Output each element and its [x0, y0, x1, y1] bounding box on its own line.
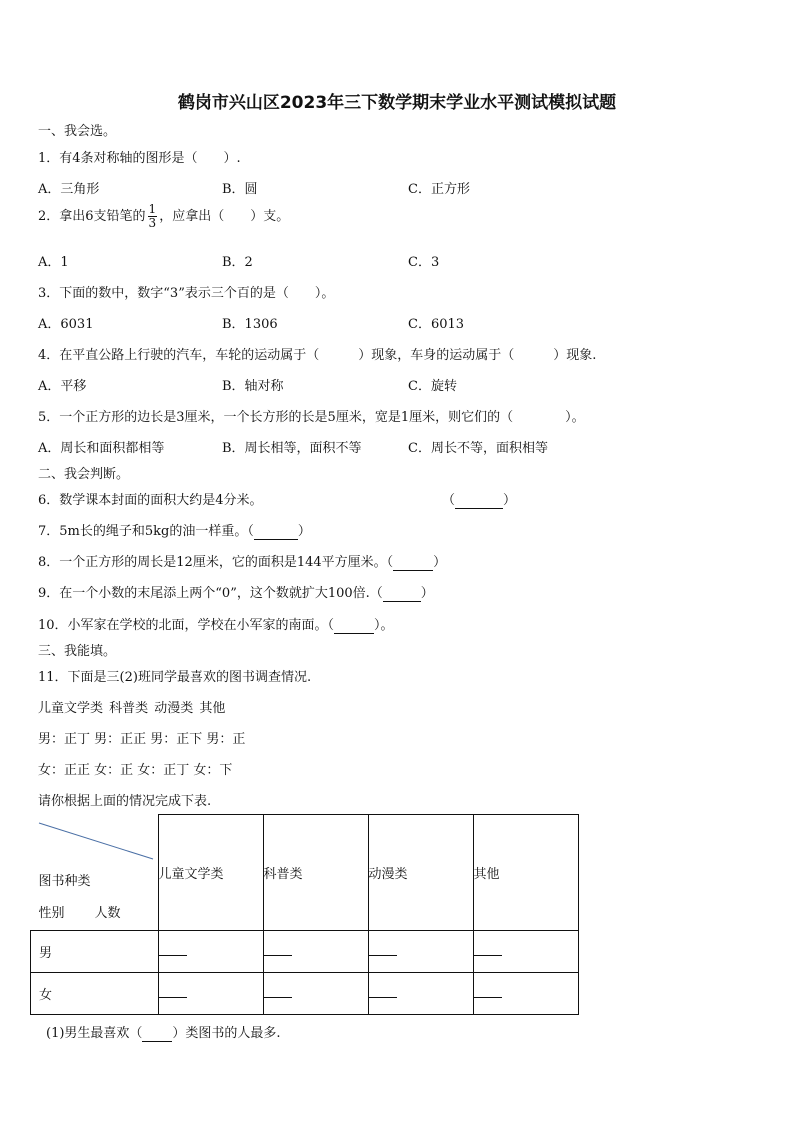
question-2: [38, 203, 289, 230]
table-row: [31, 931, 579, 973]
answer-line: [369, 997, 397, 998]
girls-tally-line: 女：正正 女：正 女：正丁 女：下: [38, 763, 233, 778]
answer-cell[interactable]: [158, 973, 263, 1015]
q4-option-a: A．平移: [38, 379, 87, 394]
corner-cell: [31, 815, 159, 931]
question-11: 11．下面是三(2)班同学最喜欢的图书调查情况.: [38, 670, 312, 685]
answer-line: [159, 955, 187, 956]
q10-text-post: ）。: [374, 618, 394, 633]
q9-text-post: ）: [420, 586, 434, 601]
q8-answer-blank[interactable]: [393, 555, 433, 571]
header-comics: 动漫类: [368, 815, 473, 931]
q2-option-c: C．3: [408, 255, 440, 270]
question-7: [38, 520, 311, 540]
answer-line: [474, 997, 502, 998]
q4-option-b: B．轴对称: [222, 379, 284, 394]
answer-line: [264, 955, 292, 956]
answer-line: [455, 493, 503, 509]
question-8: [38, 551, 446, 571]
answer-line: [264, 997, 292, 998]
paren-right: ）: [503, 493, 517, 508]
answer-line: [474, 955, 502, 956]
q7-answer-blank[interactable]: [254, 524, 298, 540]
q10-answer-blank[interactable]: [334, 618, 374, 634]
question-11-sub-1: [46, 1022, 281, 1042]
section-2-heading: 二、我会判断。: [38, 467, 130, 482]
corner-label-category: 图书种类: [38, 873, 91, 889]
answer-cell[interactable]: [368, 973, 473, 1015]
corner-label-count: 人数: [94, 905, 121, 921]
q1-option-c: C．正方形: [408, 182, 470, 197]
answer-cell[interactable]: [368, 931, 473, 973]
paren-left: （: [442, 493, 456, 508]
question-5: 5．一个正方形的边长是3厘米，一个长方形的长是5厘米，宽是1厘米，则它们的（ ）。: [38, 410, 585, 425]
sub1-text-post: ）类图书的人最多.: [172, 1026, 281, 1041]
sub1-answer-blank[interactable]: [142, 1026, 172, 1042]
question-10: [38, 614, 394, 634]
question-9: [38, 582, 434, 602]
q5-option-c: C．周长不等，面积相等: [408, 441, 548, 456]
row-label-girls: 女: [31, 973, 159, 1015]
q7-text-pre: 7．5m长的绳子和5kg的油一样重。（: [38, 524, 254, 539]
question-4: 4．在平直公路上行驶的汽车，车轮的运动属于（ ）现象，车身的运动属于（ ）现象.: [38, 348, 597, 363]
q9-answer-blank[interactable]: [383, 586, 421, 602]
fraction-denominator: 3: [148, 216, 157, 230]
section-1-heading: 一、我会选。: [38, 124, 117, 139]
question-6: 6．数学课本封面的面积大约是4分米。: [38, 493, 263, 508]
fraction-one-third: [148, 203, 158, 230]
q1-option-b: B．圆: [222, 182, 258, 197]
q5-option-b: B．周长相等，面积不等: [222, 441, 362, 456]
q7-text-post: ）: [297, 524, 311, 539]
answer-line: [159, 997, 187, 998]
q3-option-a: A．6031: [38, 317, 94, 332]
answer-cell[interactable]: [263, 973, 368, 1015]
categories-line: 儿童文学类 科普类 动漫类 其他: [38, 701, 226, 716]
q1-option-a: A．三角形: [38, 182, 100, 197]
q3-option-b: B．1306: [222, 317, 278, 332]
question-1: 1．有4条对称轴的图形是（ ）.: [38, 151, 241, 166]
q3-option-c: C．6013: [408, 317, 465, 332]
page-title: 鹤岗市兴山区2023年三下数学期末学业水平测试模拟试题: [177, 93, 617, 113]
question-3: 3．下面的数中，数字“3”表示三个百的是（ ）。: [38, 286, 335, 301]
table-header-row: [31, 815, 579, 931]
q8-text-pre: 8．一个正方形的周长是12厘米，它的面积是144平方厘米。（: [38, 555, 394, 570]
answer-cell[interactable]: [473, 931, 578, 973]
q2-text-post: ，应拿出（ ）支。: [159, 209, 290, 224]
boys-tally-line: 男：正丁 男：正正 男：正下 男：正: [38, 732, 246, 747]
header-other: 其他: [473, 815, 578, 931]
q2-option-b: B．2: [222, 255, 253, 270]
q6-answer-blank[interactable]: [442, 489, 516, 509]
corner-label-gender: 性别: [38, 905, 65, 921]
table-instruction: 请你根据上面的情况完成下表.: [38, 794, 212, 809]
answer-cell[interactable]: [263, 931, 368, 973]
fraction-numerator: 1: [148, 202, 157, 216]
q4-option-c: C．旋转: [408, 379, 457, 394]
q10-text-pre: 10．小军家在学校的北面，学校在小军家的南面。（: [38, 618, 335, 633]
survey-table: [30, 814, 579, 1015]
q9-text-pre: 9．在一个小数的末尾添上两个“0”，这个数就扩大100倍.（: [38, 586, 383, 601]
header-science: 科普类: [263, 815, 368, 931]
row-label-boys: 男: [31, 931, 159, 973]
answer-line: [369, 955, 397, 956]
q2-text-pre: 2．拿出6支铅笔的: [38, 209, 146, 224]
q8-text-post: ）: [433, 555, 447, 570]
section-3-heading: 三、我能填。: [38, 644, 117, 659]
answer-cell[interactable]: [473, 973, 578, 1015]
header-children-literature: 儿童文学类: [158, 815, 263, 931]
table-row: [31, 973, 579, 1015]
sub1-text-pre: (1)男生最喜欢（: [46, 1026, 143, 1041]
answer-cell[interactable]: [158, 931, 263, 973]
q2-option-a: A．1: [38, 255, 69, 270]
q5-option-a: A．周长和面积都相等: [38, 441, 165, 456]
